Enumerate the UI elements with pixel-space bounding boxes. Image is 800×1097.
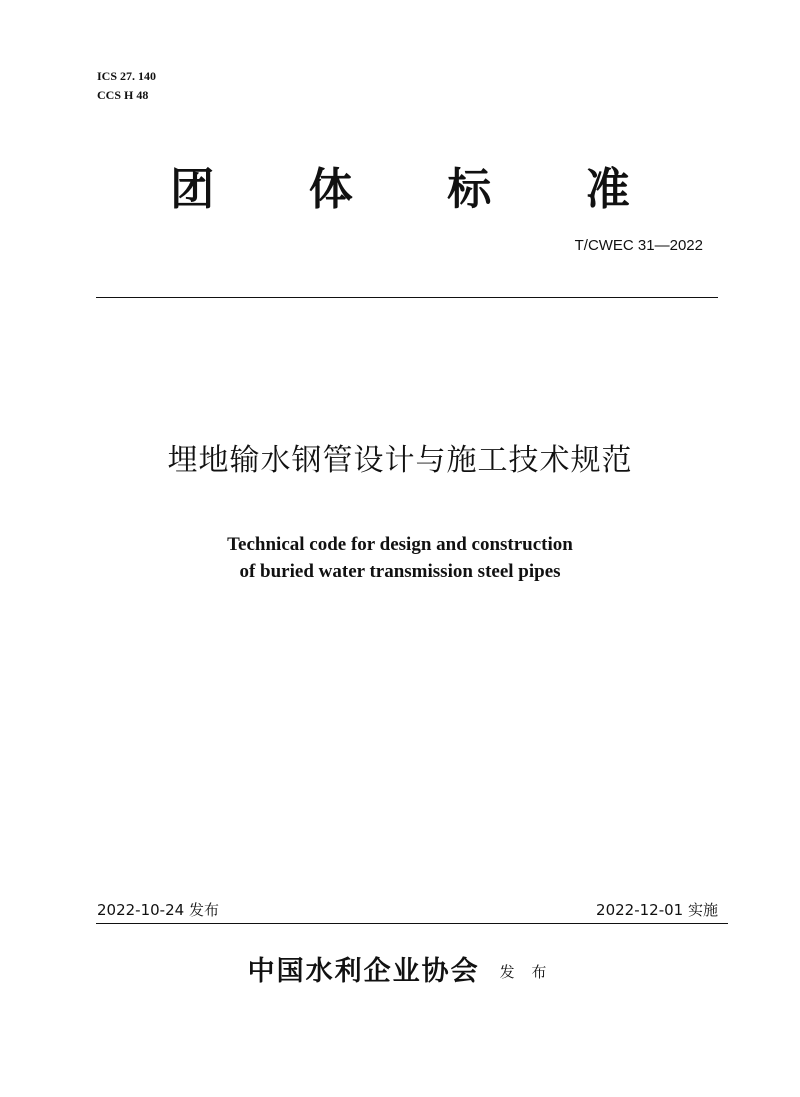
publisher-line [0, 954, 800, 990]
title-chinese: 埋地输水钢管设计与施工技术规范 [167, 443, 633, 478]
ccs-code: CCS H 48 [97, 88, 149, 102]
title-english-line-2: of buried water transmission steel pipes [239, 561, 561, 582]
standard-type-heading: 团 体 标 准 [170, 164, 670, 215]
bottom-divider [96, 923, 728, 924]
publisher-name: 中国水利企业协会 [247, 956, 480, 987]
standard-number: T/CWEC 31—2022 [574, 237, 703, 254]
publisher-suffix: 发 布 [499, 963, 553, 981]
classification-codes [97, 67, 156, 105]
ics-code: ICS 27. 140 [97, 69, 157, 83]
implementation-date: 2022-12-01 实施 [596, 901, 718, 919]
issue-date: 2022-10-24 发布 [97, 901, 219, 919]
top-divider [96, 297, 718, 298]
title-english-line-1: Technical code for design and construction [227, 534, 573, 555]
title-english [0, 531, 800, 585]
